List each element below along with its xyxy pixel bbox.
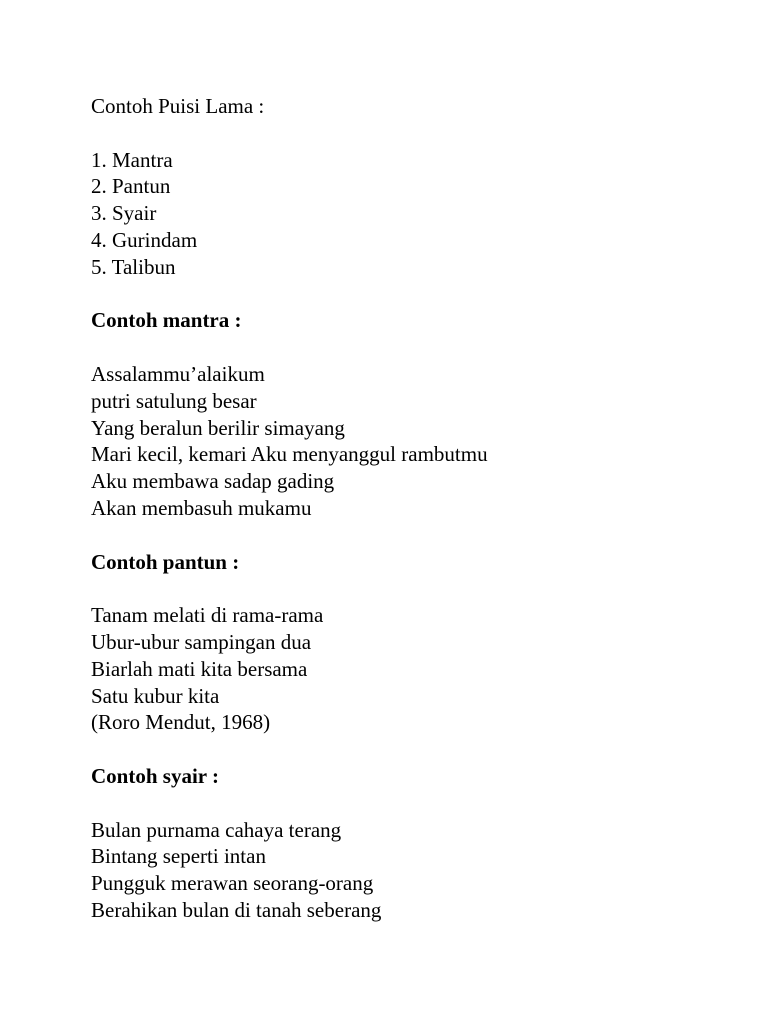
spacer [91, 575, 731, 602]
poem-line: Berahikan bulan di tanah seberang [91, 897, 382, 922]
poem-line: Aku membawa sadap gading [91, 469, 335, 494]
poem-line: Bulan purnama cahaya terang [91, 817, 342, 842]
poem-line: Yang beralun berilir simayang [91, 415, 345, 440]
document-title: Contoh Puisi Lama : [91, 94, 265, 118]
poem-line: Bintang seperti intan [91, 844, 266, 869]
section-heading-pantun: Contoh pantun : [91, 549, 240, 574]
poem-line: Akan membasuh mukamu [91, 495, 312, 520]
list-item: 2. Pantun [91, 174, 171, 199]
list-item: 3. Syair [91, 201, 157, 226]
poem-line: Mari kecil, kemari Aku menyanggul rambutmu [91, 442, 488, 467]
spacer [91, 120, 731, 147]
document-page [91, 93, 731, 924]
poem-line: Pungguk merawan seorang-orang [91, 871, 374, 896]
poem-line: Tanam melati di rama-rama [91, 603, 324, 628]
poem-line: Biarlah mati kita bersama [91, 656, 308, 681]
poem-line: Satu kubur kita [91, 683, 220, 708]
spacer [91, 281, 731, 308]
list-item: 5. Talibun [91, 254, 176, 279]
spacer [91, 522, 731, 549]
poem-line: Ubur-ubur sampingan dua [91, 629, 312, 654]
spacer [91, 334, 731, 361]
section-heading-syair: Contoh syair : [91, 763, 219, 788]
list-item: 1. Mantra [91, 147, 173, 172]
section-heading-mantra: Contoh mantra : [91, 308, 242, 333]
list-item: 4. Gurindam [91, 227, 198, 252]
poem-citation: (Roro Mendut, 1968) [91, 710, 271, 735]
poem-line: putri satulung besar [91, 388, 257, 413]
poem-line: Assalammu’alaikum [91, 361, 265, 386]
spacer [91, 790, 731, 817]
spacer [91, 736, 731, 763]
